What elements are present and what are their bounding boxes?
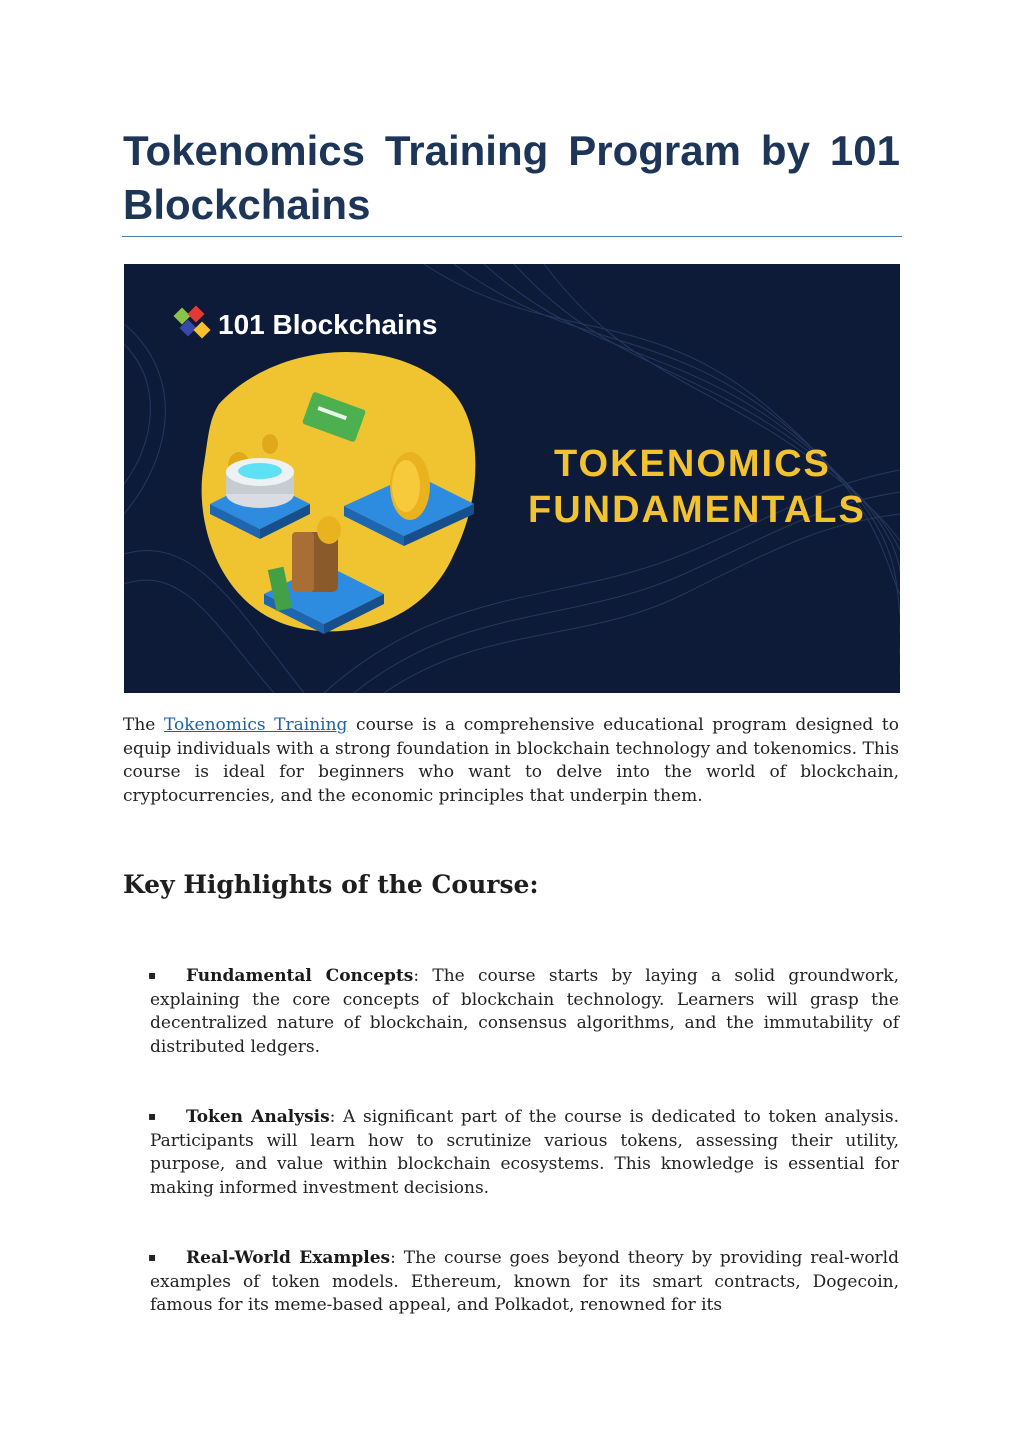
- key-highlights-heading: Key Highlights of the Course:: [123, 870, 539, 899]
- list-item-text: : A significant part of the course is dedicated to token analysis. Participants will learn how to scrutinize various tokens, assessing their utility, purpose, and value within blockchain ecosystems. This knowledge is essential for making informed investment decisions.: [150, 1107, 899, 1198]
- list-item-text: : The course starts by laying a solid groundwork, explaining the core concepts of blockchain technology. Learners will grasp the decentralized nature of blockchain, consensus algorithms, and the immutability of distributed ledgers.: [150, 966, 899, 1057]
- list-item-term: Real-World Examples: [186, 1248, 391, 1268]
- bullet-icon: ▪: [148, 1250, 157, 1264]
- intro-text-before: The: [123, 715, 164, 735]
- course-banner-image: [124, 264, 900, 693]
- list-item-text: : The course goes beyond theory by providing real-world examples of token models. Ethereum, known for its smart contracts, Dogecoin, famous for its meme-based appeal, and Polkadot, renowned for its: [150, 1248, 899, 1315]
- page-title: Tokenomics Training Program by 101 Blockchains: [123, 127, 900, 228]
- banner-brand-text: 101 Blockchains: [218, 309, 438, 340]
- title-divider: [122, 236, 902, 237]
- bullet-icon: ▪: [148, 968, 157, 982]
- list-item-term: Token Analysis: [186, 1107, 330, 1127]
- intro-paragraph: [123, 714, 899, 808]
- list-item-term: Fundamental Concepts: [186, 966, 414, 986]
- list-item: [150, 1106, 899, 1200]
- bullet-icon: ▪: [148, 1109, 157, 1123]
- list-item: [150, 965, 899, 1059]
- list-item: [150, 1247, 899, 1318]
- tokenomics-training-link[interactable]: Tokenomics Training: [163, 715, 348, 735]
- banner-headline-line2: FUNDAMENTALS: [528, 489, 866, 531]
- intro-text-after: course is a comprehensive educational program designed to equip individuals with a strong foundation in blockchain technology and tokenomics. This course is ideal for beginners who want to delve into the world of blockchain, cryptocurrencies, and the economic principles that underpin them.: [123, 715, 899, 806]
- banner-headline-line1: TOKENOMICS: [554, 443, 831, 485]
